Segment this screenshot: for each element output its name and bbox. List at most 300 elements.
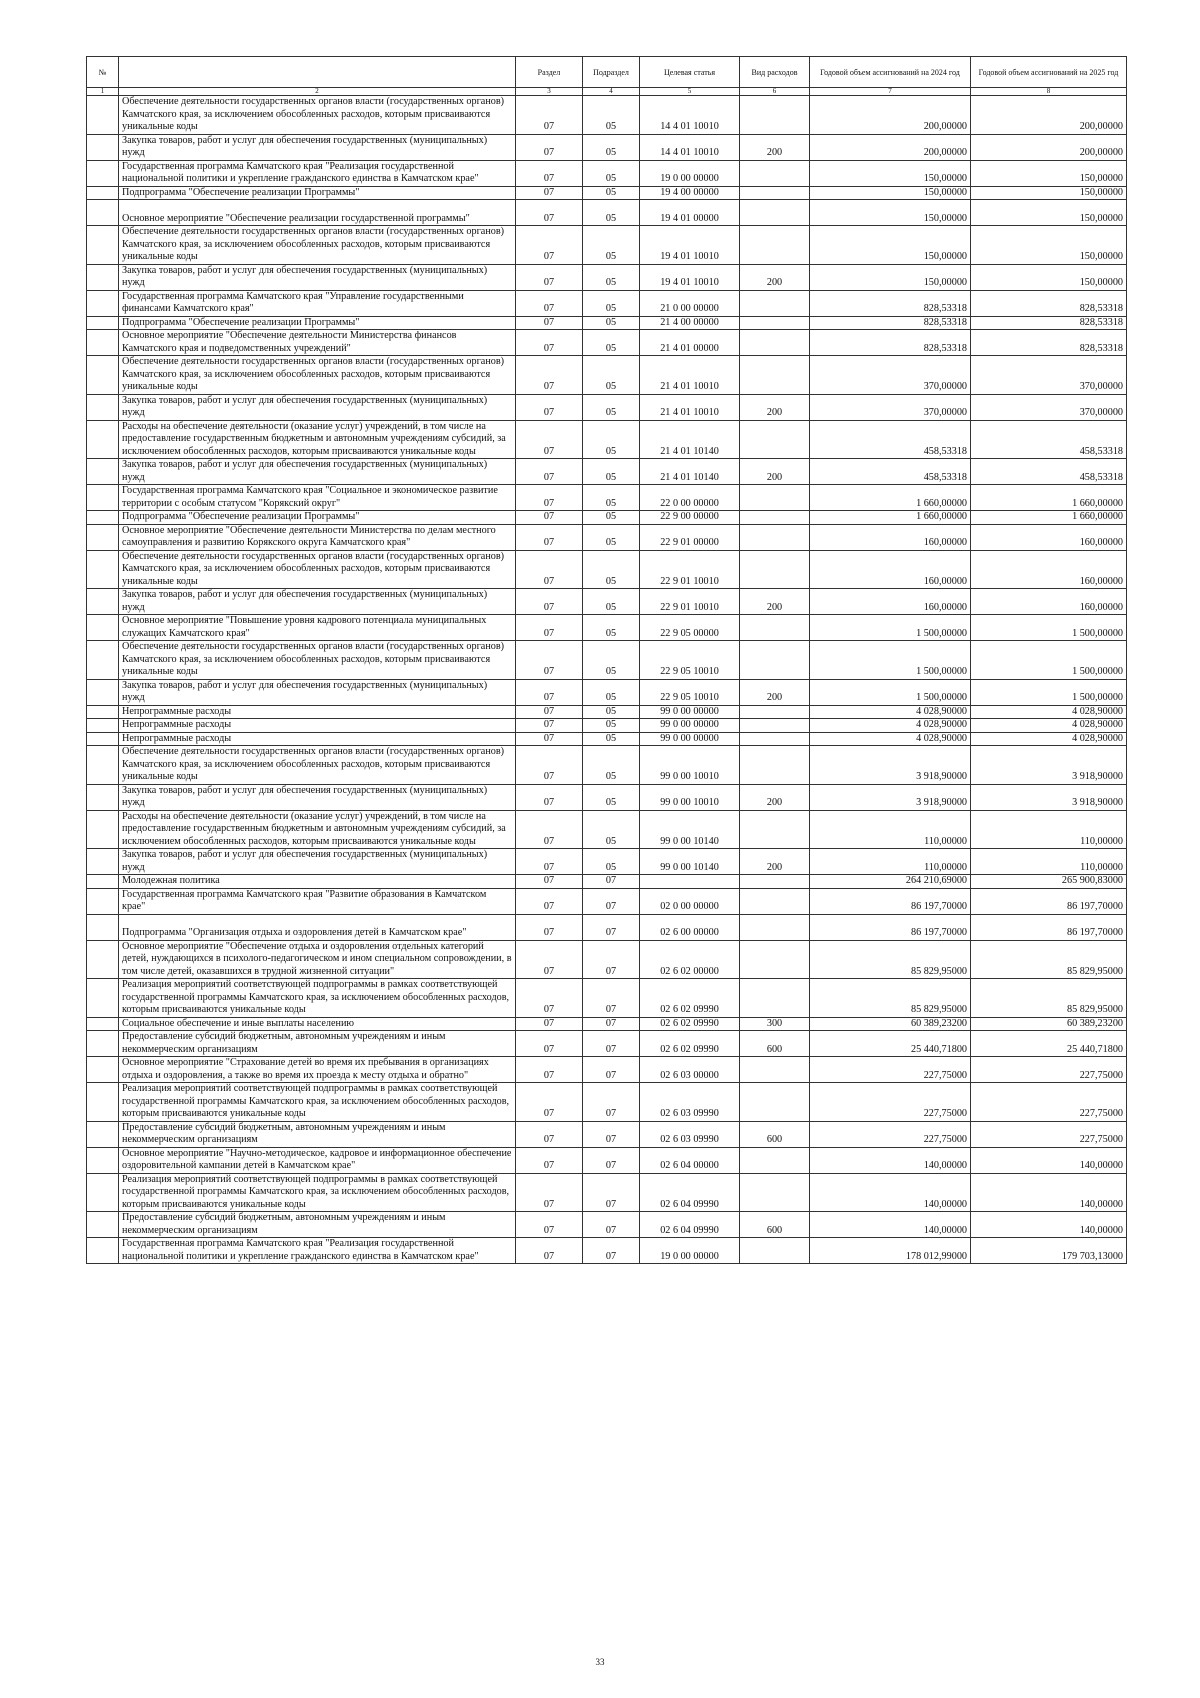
row-expense-type: 200	[740, 134, 810, 160]
row-amount-2024: 1 500,00000	[810, 679, 971, 705]
row-podrazdel: 07	[583, 1121, 640, 1147]
row-expense-type: 600	[740, 1121, 810, 1147]
row-index	[87, 641, 119, 680]
table-row	[87, 290, 1127, 316]
row-podrazdel: 05	[583, 485, 640, 511]
row-name: Реализация мероприятий соответствующей подпрограммы в рамках соответствующей государственной программы Камчатского края, за исключением обособленных расходов, которым присваиваются уникальные коды	[119, 1173, 516, 1212]
table-row	[87, 979, 1127, 1018]
row-name: Реализация мероприятий соответствующей подпрограммы в рамках соответствующей государственной программы Камчатского края, за исключением обособленных расходов, которым присваиваются уникальные коды	[119, 979, 516, 1018]
row-index	[87, 940, 119, 979]
row-razdel: 07	[516, 1173, 583, 1212]
row-target-code: 99 0 00 10010	[640, 784, 740, 810]
row-expense-type	[740, 1173, 810, 1212]
row-name: Государственная программа Камчатского края "Реализация государственной национальной политики и укрепление гражданского единства в Камчатском крае"	[119, 1238, 516, 1264]
row-index	[87, 394, 119, 420]
row-name: Государственная программа Камчатского края "Управление государственными финансами Камчатского края"	[119, 290, 516, 316]
row-podrazdel: 07	[583, 979, 640, 1018]
row-name: Непрограммные расходы	[119, 705, 516, 719]
row-amount-2025: 110,00000	[971, 810, 1127, 849]
row-expense-type	[740, 186, 810, 200]
row-index	[87, 1057, 119, 1083]
row-amount-2024: 200,00000	[810, 134, 971, 160]
row-podrazdel: 07	[583, 914, 640, 940]
row-name: Обеспечение деятельности государственных органов власти (государственных органов) Камчатского края, за исключением обособленных расходов, которым присваиваются уникальные коды	[119, 96, 516, 135]
row-expense-type	[740, 641, 810, 680]
column-number: 7	[810, 88, 971, 96]
table-row	[87, 160, 1127, 186]
row-amount-2024: 150,00000	[810, 200, 971, 226]
table-row	[87, 641, 1127, 680]
row-amount-2025: 140,00000	[971, 1147, 1127, 1173]
row-amount-2025: 828,53318	[971, 330, 1127, 356]
row-razdel: 07	[516, 888, 583, 914]
table-row	[87, 134, 1127, 160]
row-target-code: 21 4 01 10140	[640, 459, 740, 485]
row-amount-2025: 3 918,90000	[971, 746, 1127, 785]
table-row	[87, 875, 1127, 889]
row-expense-type	[740, 330, 810, 356]
row-target-code: 99 0 00 00000	[640, 732, 740, 746]
row-amount-2025: 458,53318	[971, 420, 1127, 459]
table-row	[87, 1212, 1127, 1238]
row-expense-type: 200	[740, 589, 810, 615]
row-amount-2024: 227,75000	[810, 1121, 971, 1147]
row-index	[87, 134, 119, 160]
row-name: Подпрограмма "Организация отдыха и оздоровления детей в Камчатском крае"	[119, 914, 516, 940]
row-index	[87, 96, 119, 135]
table-row	[87, 746, 1127, 785]
row-amount-2024: 160,00000	[810, 589, 971, 615]
row-amount-2024: 1 500,00000	[810, 641, 971, 680]
table-row	[87, 940, 1127, 979]
page-number: 33	[595, 1657, 605, 1667]
row-amount-2025: 86 197,70000	[971, 914, 1127, 940]
row-razdel: 07	[516, 615, 583, 641]
row-amount-2024: 160,00000	[810, 550, 971, 589]
row-podrazdel: 05	[583, 160, 640, 186]
row-name: Предоставление субсидий бюджетным, автономным учреждениям и иным некоммерческим организациям	[119, 1031, 516, 1057]
table-row	[87, 1238, 1127, 1264]
row-amount-2025: 140,00000	[971, 1212, 1127, 1238]
table-row	[87, 356, 1127, 395]
table-row	[87, 524, 1127, 550]
row-target-code: 99 0 00 10010	[640, 746, 740, 785]
row-amount-2024: 4 028,90000	[810, 732, 971, 746]
row-amount-2025: 110,00000	[971, 849, 1127, 875]
row-razdel: 07	[516, 226, 583, 265]
row-podrazdel: 05	[583, 200, 640, 226]
row-amount-2024: 86 197,70000	[810, 888, 971, 914]
row-razdel: 07	[516, 705, 583, 719]
row-razdel: 07	[516, 719, 583, 733]
row-amount-2025: 60 389,23200	[971, 1017, 1127, 1031]
row-amount-2024: 86 197,70000	[810, 914, 971, 940]
row-index	[87, 784, 119, 810]
row-name: Обеспечение деятельности государственных органов власти (государственных органов) Камчатского края, за исключением обособленных расходов, которым присваиваются уникальные коды	[119, 550, 516, 589]
row-expense-type	[740, 316, 810, 330]
row-razdel: 07	[516, 1031, 583, 1057]
row-index	[87, 875, 119, 889]
column-number: 6	[740, 88, 810, 96]
table-row	[87, 705, 1127, 719]
row-index	[87, 1147, 119, 1173]
row-amount-2024: 150,00000	[810, 186, 971, 200]
row-podrazdel: 07	[583, 1057, 640, 1083]
row-razdel: 07	[516, 1147, 583, 1173]
row-expense-type	[740, 732, 810, 746]
row-amount-2025: 160,00000	[971, 550, 1127, 589]
row-index	[87, 1083, 119, 1122]
row-amount-2025: 200,00000	[971, 134, 1127, 160]
row-expense-type: 200	[740, 264, 810, 290]
column-number: 2	[119, 88, 516, 96]
row-razdel: 07	[516, 394, 583, 420]
row-amount-2024: 1 660,00000	[810, 485, 971, 511]
row-amount-2025: 828,53318	[971, 316, 1127, 330]
row-razdel: 07	[516, 1238, 583, 1264]
row-razdel: 07	[516, 875, 583, 889]
row-target-code: 22 9 01 00000	[640, 524, 740, 550]
row-name: Обеспечение деятельности государственных органов власти (государственных органов) Камчатского края, за исключением обособленных расходов, которым присваиваются уникальные коды	[119, 641, 516, 680]
row-podrazdel: 07	[583, 1173, 640, 1212]
row-index	[87, 160, 119, 186]
row-target-code: 99 0 00 10140	[640, 810, 740, 849]
row-target-code: 19 4 01 10010	[640, 226, 740, 265]
row-index	[87, 615, 119, 641]
table-row	[87, 200, 1127, 226]
row-index	[87, 1212, 119, 1238]
column-number: 3	[516, 88, 583, 96]
row-index	[87, 524, 119, 550]
row-expense-type	[740, 485, 810, 511]
row-expense-type	[740, 226, 810, 265]
row-razdel: 07	[516, 784, 583, 810]
table-row	[87, 394, 1127, 420]
row-expense-type: 200	[740, 459, 810, 485]
row-target-code: 21 4 01 10010	[640, 394, 740, 420]
row-podrazdel: 07	[583, 1212, 640, 1238]
row-expense-type	[740, 96, 810, 135]
row-target-code: 02 0 00 00000	[640, 888, 740, 914]
row-razdel: 07	[516, 134, 583, 160]
row-target-code: 99 0 00 00000	[640, 719, 740, 733]
row-amount-2025: 85 829,95000	[971, 979, 1127, 1018]
row-expense-type	[740, 914, 810, 940]
row-target-code: 14 4 01 10010	[640, 134, 740, 160]
row-amount-2024: 60 389,23200	[810, 1017, 971, 1031]
row-target-code: 02 6 03 09990	[640, 1121, 740, 1147]
row-expense-type	[740, 511, 810, 525]
budget-table-page	[86, 56, 1126, 1264]
row-podrazdel: 05	[583, 746, 640, 785]
table-row	[87, 550, 1127, 589]
row-expense-type	[740, 1057, 810, 1083]
row-amount-2024: 828,53318	[810, 316, 971, 330]
row-podrazdel: 05	[583, 316, 640, 330]
row-index	[87, 264, 119, 290]
row-index	[87, 732, 119, 746]
row-index	[87, 316, 119, 330]
table-header	[87, 57, 1127, 96]
row-amount-2025: 1 660,00000	[971, 485, 1127, 511]
row-podrazdel: 05	[583, 641, 640, 680]
row-podrazdel: 05	[583, 615, 640, 641]
row-target-code: 21 4 01 10010	[640, 356, 740, 395]
row-expense-type	[740, 719, 810, 733]
table-row	[87, 810, 1127, 849]
row-amount-2024: 1 660,00000	[810, 511, 971, 525]
row-amount-2025: 3 918,90000	[971, 784, 1127, 810]
row-razdel: 07	[516, 96, 583, 135]
row-target-code: 22 9 01 10010	[640, 589, 740, 615]
row-razdel: 07	[516, 330, 583, 356]
row-target-code	[640, 875, 740, 889]
table-row	[87, 316, 1127, 330]
row-razdel: 07	[516, 810, 583, 849]
row-index	[87, 888, 119, 914]
row-index	[87, 810, 119, 849]
row-amount-2024: 264 210,69000	[810, 875, 971, 889]
table-row	[87, 420, 1127, 459]
row-razdel: 07	[516, 264, 583, 290]
row-podrazdel: 05	[583, 511, 640, 525]
row-index	[87, 485, 119, 511]
row-amount-2024: 178 012,99000	[810, 1238, 971, 1264]
row-podrazdel: 07	[583, 940, 640, 979]
row-index	[87, 589, 119, 615]
row-expense-type	[740, 979, 810, 1018]
row-razdel: 07	[516, 732, 583, 746]
row-expense-type: 600	[740, 1031, 810, 1057]
header-no: №	[87, 57, 119, 88]
row-amount-2024: 200,00000	[810, 96, 971, 135]
row-amount-2025: 179 703,13000	[971, 1238, 1127, 1264]
row-index	[87, 746, 119, 785]
row-amount-2025: 200,00000	[971, 96, 1127, 135]
row-expense-type	[740, 615, 810, 641]
row-name: Закупка товаров, работ и услуг для обеспечения государственных (муниципальных) нужд	[119, 589, 516, 615]
row-razdel: 07	[516, 1212, 583, 1238]
table-body	[87, 96, 1127, 1264]
row-amount-2024: 160,00000	[810, 524, 971, 550]
row-razdel: 07	[516, 849, 583, 875]
table-row	[87, 1057, 1127, 1083]
table-row	[87, 1083, 1127, 1122]
table-row	[87, 186, 1127, 200]
row-target-code: 19 4 01 00000	[640, 200, 740, 226]
table-row	[87, 849, 1127, 875]
row-name: Основное мероприятие "Обеспечение деятельности Министерства финансов Камчатского края и подведомственных учреждений"	[119, 330, 516, 356]
row-index	[87, 979, 119, 1018]
row-podrazdel: 07	[583, 1238, 640, 1264]
row-name: Подпрограмма "Обеспечение реализации Программы"	[119, 186, 516, 200]
row-name: Основное мероприятие "Обеспечение реализации государственной программы"	[119, 200, 516, 226]
table-row	[87, 226, 1127, 265]
row-podrazdel: 05	[583, 134, 640, 160]
row-razdel: 07	[516, 485, 583, 511]
header-2025: Годовой объем ассигнований на 2025 год	[971, 57, 1127, 88]
row-expense-type	[740, 290, 810, 316]
row-amount-2025: 150,00000	[971, 186, 1127, 200]
row-expense-type	[740, 160, 810, 186]
row-amount-2025: 227,75000	[971, 1083, 1127, 1122]
row-razdel: 07	[516, 511, 583, 525]
row-target-code: 19 0 00 00000	[640, 160, 740, 186]
table-row	[87, 485, 1127, 511]
table-row	[87, 615, 1127, 641]
row-target-code: 21 4 01 10140	[640, 420, 740, 459]
row-amount-2025: 4 028,90000	[971, 705, 1127, 719]
row-target-code: 02 6 04 00000	[640, 1147, 740, 1173]
row-razdel: 07	[516, 679, 583, 705]
row-amount-2025: 1 500,00000	[971, 679, 1127, 705]
row-target-code: 21 4 01 00000	[640, 330, 740, 356]
row-podrazdel: 05	[583, 186, 640, 200]
row-amount-2025: 25 440,71800	[971, 1031, 1127, 1057]
row-name: Предоставление субсидий бюджетным, автономным учреждениям и иным некоммерческим организациям	[119, 1121, 516, 1147]
row-podrazdel: 05	[583, 524, 640, 550]
row-name: Обеспечение деятельности государственных органов власти (государственных органов) Камчатского края, за исключением обособленных расходов, которым присваиваются уникальные коды	[119, 226, 516, 265]
table-row	[87, 511, 1127, 525]
row-expense-type	[740, 875, 810, 889]
row-expense-type	[740, 1238, 810, 1264]
row-name: Закупка товаров, работ и услуг для обеспечения государственных (муниципальных) нужд	[119, 459, 516, 485]
row-target-code: 02 6 00 00000	[640, 914, 740, 940]
row-index	[87, 1121, 119, 1147]
row-amount-2025: 150,00000	[971, 264, 1127, 290]
row-name: Социальное обеспечение и иные выплаты населению	[119, 1017, 516, 1031]
row-target-code: 02 6 04 09990	[640, 1212, 740, 1238]
row-index	[87, 330, 119, 356]
row-amount-2025: 1 500,00000	[971, 641, 1127, 680]
row-podrazdel: 05	[583, 330, 640, 356]
row-amount-2025: 265 900,83000	[971, 875, 1127, 889]
row-podrazdel: 07	[583, 1017, 640, 1031]
row-amount-2025: 227,75000	[971, 1057, 1127, 1083]
header-2024: Годовой объем ассигнований на 2024 год	[810, 57, 971, 88]
row-podrazdel: 07	[583, 875, 640, 889]
table-row	[87, 459, 1127, 485]
row-razdel: 07	[516, 316, 583, 330]
row-razdel: 07	[516, 589, 583, 615]
row-podrazdel: 07	[583, 888, 640, 914]
row-target-code: 21 4 00 00000	[640, 316, 740, 330]
row-index	[87, 1031, 119, 1057]
row-amount-2024: 150,00000	[810, 226, 971, 265]
row-expense-type: 200	[740, 679, 810, 705]
row-amount-2024: 150,00000	[810, 264, 971, 290]
row-index	[87, 420, 119, 459]
row-razdel: 07	[516, 186, 583, 200]
row-razdel: 07	[516, 420, 583, 459]
row-amount-2025: 150,00000	[971, 226, 1127, 265]
row-amount-2024: 85 829,95000	[810, 940, 971, 979]
row-expense-type	[740, 524, 810, 550]
row-podrazdel: 07	[583, 1031, 640, 1057]
table-row	[87, 1147, 1127, 1173]
table-row	[87, 1017, 1127, 1031]
row-name: Закупка товаров, работ и услуг для обеспечения государственных (муниципальных) нужд	[119, 679, 516, 705]
row-amount-2024: 1 500,00000	[810, 615, 971, 641]
row-amount-2024: 110,00000	[810, 810, 971, 849]
row-index	[87, 459, 119, 485]
row-podrazdel: 05	[583, 356, 640, 395]
row-razdel: 07	[516, 940, 583, 979]
row-amount-2025: 4 028,90000	[971, 732, 1127, 746]
row-amount-2025: 1 660,00000	[971, 511, 1127, 525]
row-podrazdel: 05	[583, 264, 640, 290]
row-amount-2024: 227,75000	[810, 1083, 971, 1122]
row-expense-type: 200	[740, 849, 810, 875]
row-podrazdel: 05	[583, 290, 640, 316]
row-expense-type	[740, 356, 810, 395]
row-name: Основное мероприятие "Обеспечение деятельности Министерства по делам местного самоуправления и развитию Корякского округа Камчатского края"	[119, 524, 516, 550]
row-name: Государственная программа Камчатского края "Реализация государственной национальной политики и укрепление гражданского единства в Камчатском крае"	[119, 160, 516, 186]
row-index	[87, 186, 119, 200]
row-amount-2024: 3 918,90000	[810, 746, 971, 785]
row-expense-type	[740, 1083, 810, 1122]
table-row	[87, 264, 1127, 290]
row-index	[87, 511, 119, 525]
row-name: Государственная программа Камчатского края "Развитие образования в Камчатском крае"	[119, 888, 516, 914]
row-amount-2025: 160,00000	[971, 524, 1127, 550]
row-name: Закупка товаров, работ и услуг для обеспечения государственных (муниципальных) нужд	[119, 264, 516, 290]
row-index	[87, 200, 119, 226]
row-expense-type: 200	[740, 394, 810, 420]
table-row	[87, 589, 1127, 615]
row-name: Реализация мероприятий соответствующей подпрограммы в рамках соответствующей государственной программы Камчатского края, за исключением обособленных расходов, которым присваиваются уникальные коды	[119, 1083, 516, 1122]
budget-table	[86, 56, 1127, 1264]
row-razdel: 07	[516, 979, 583, 1018]
row-razdel: 07	[516, 746, 583, 785]
row-amount-2024: 110,00000	[810, 849, 971, 875]
row-podrazdel: 05	[583, 849, 640, 875]
row-index	[87, 1173, 119, 1212]
row-amount-2024: 828,53318	[810, 330, 971, 356]
row-amount-2025: 85 829,95000	[971, 940, 1127, 979]
row-amount-2024: 458,53318	[810, 420, 971, 459]
header-podrazdel: Подраздел	[583, 57, 640, 88]
row-podrazdel: 05	[583, 550, 640, 589]
row-index	[87, 914, 119, 940]
row-expense-type: 300	[740, 1017, 810, 1031]
row-name: Государственная программа Камчатского края "Социальное и экономическое развитие территории с особым статусом "Корякский округ"	[119, 485, 516, 511]
table-row	[87, 330, 1127, 356]
row-index	[87, 1238, 119, 1264]
table-row	[87, 96, 1127, 135]
row-amount-2024: 828,53318	[810, 290, 971, 316]
row-razdel: 07	[516, 1083, 583, 1122]
row-name: Закупка товаров, работ и услуг для обеспечения государственных (муниципальных) нужд	[119, 134, 516, 160]
row-razdel: 07	[516, 1057, 583, 1083]
table-row	[87, 1121, 1127, 1147]
row-amount-2024: 140,00000	[810, 1147, 971, 1173]
column-number-row	[87, 88, 1127, 96]
row-amount-2024: 140,00000	[810, 1173, 971, 1212]
row-name: Основное мероприятие "Обеспечение отдыха и оздоровления отдельных категорий детей, нуждающихся в психолого-педагогическом и ином специальном сопровождении, в том числе детей, оказавшихся в трудной жизненной ситуации"	[119, 940, 516, 979]
row-target-code: 02 6 02 09990	[640, 1031, 740, 1057]
row-amount-2024: 227,75000	[810, 1057, 971, 1083]
row-amount-2024: 150,00000	[810, 160, 971, 186]
table-row	[87, 784, 1127, 810]
row-index	[87, 705, 119, 719]
row-amount-2024: 4 028,90000	[810, 719, 971, 733]
row-index	[87, 849, 119, 875]
row-target-code: 19 4 01 10010	[640, 264, 740, 290]
row-amount-2025: 227,75000	[971, 1121, 1127, 1147]
column-number: 4	[583, 88, 640, 96]
row-target-code: 99 0 00 10140	[640, 849, 740, 875]
